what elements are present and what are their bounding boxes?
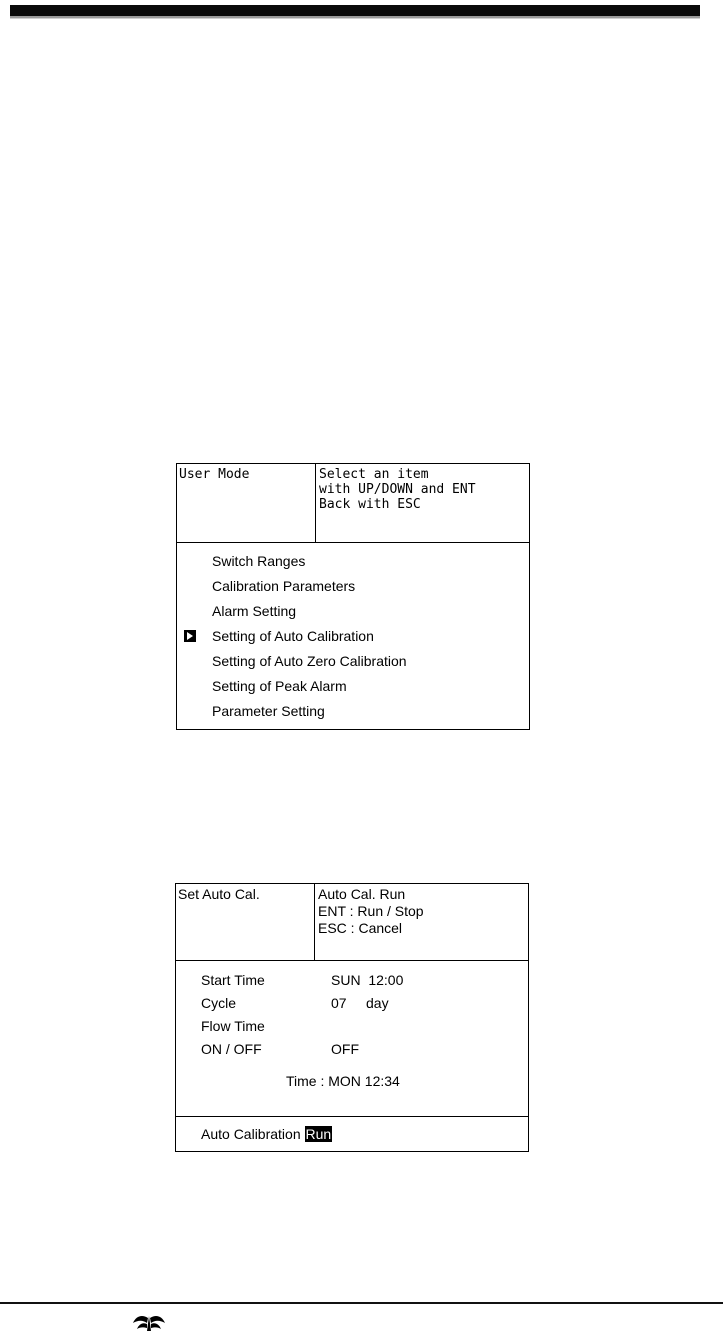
header-divider: [315, 464, 316, 542]
teledyne-logo-icon: [132, 1312, 166, 1332]
menu-item-auto-zero-calibration[interactable]: Setting of Auto Zero Calibration: [212, 653, 407, 669]
help-line-3: Back with ESC: [319, 497, 421, 512]
help-line-1: Auto Cal. Run: [318, 886, 406, 902]
user-mode-screen: [176, 463, 530, 730]
on-off-label: ON / OFF: [201, 1041, 262, 1057]
start-time-label: Start Time: [201, 972, 265, 988]
page-header-rule: [10, 5, 700, 16]
footer-divider: [176, 1116, 528, 1117]
help-line-3: ESC : Cancel: [318, 920, 403, 936]
screen-header: [177, 464, 529, 543]
start-time-value[interactable]: SUN 12:00: [331, 972, 404, 988]
set-auto-cal-screen: [175, 883, 529, 1152]
menu-item-parameter-setting[interactable]: Parameter Setting: [212, 703, 325, 719]
screen-title: Set Auto Cal.: [178, 886, 260, 902]
screen-title: User Mode: [179, 467, 250, 482]
menu-item-calibration-parameters[interactable]: Calibration Parameters: [212, 578, 356, 594]
help-line-2: with UP/DOWN and ENT: [319, 482, 476, 497]
screen-header: [176, 884, 528, 961]
cycle-value[interactable]: 07 day: [331, 995, 389, 1011]
flow-time-label: Flow Time: [201, 1018, 265, 1034]
menu-item-alarm-setting[interactable]: Alarm Setting: [212, 603, 297, 619]
auto-calibration-label: Auto Calibration: [201, 1126, 301, 1142]
page-footer-rule: [0, 1302, 723, 1304]
selection-cursor-icon: [184, 630, 196, 642]
menu-item-switch-ranges[interactable]: Switch Ranges: [212, 553, 306, 569]
auto-calibration-footer: [201, 1126, 332, 1142]
run-button[interactable]: Run: [305, 1126, 332, 1142]
menu-item-peak-alarm[interactable]: Setting of Peak Alarm: [212, 678, 347, 694]
on-off-value[interactable]: OFF: [331, 1041, 359, 1057]
help-line-1: Select an item: [319, 467, 429, 482]
menu-item-auto-calibration[interactable]: Setting of Auto Calibration: [212, 628, 374, 644]
help-line-2: ENT : Run / Stop: [318, 903, 424, 919]
cycle-label: Cycle: [201, 995, 237, 1011]
current-time: Time : MON 12:34: [286, 1073, 400, 1089]
header-divider: [314, 884, 315, 960]
